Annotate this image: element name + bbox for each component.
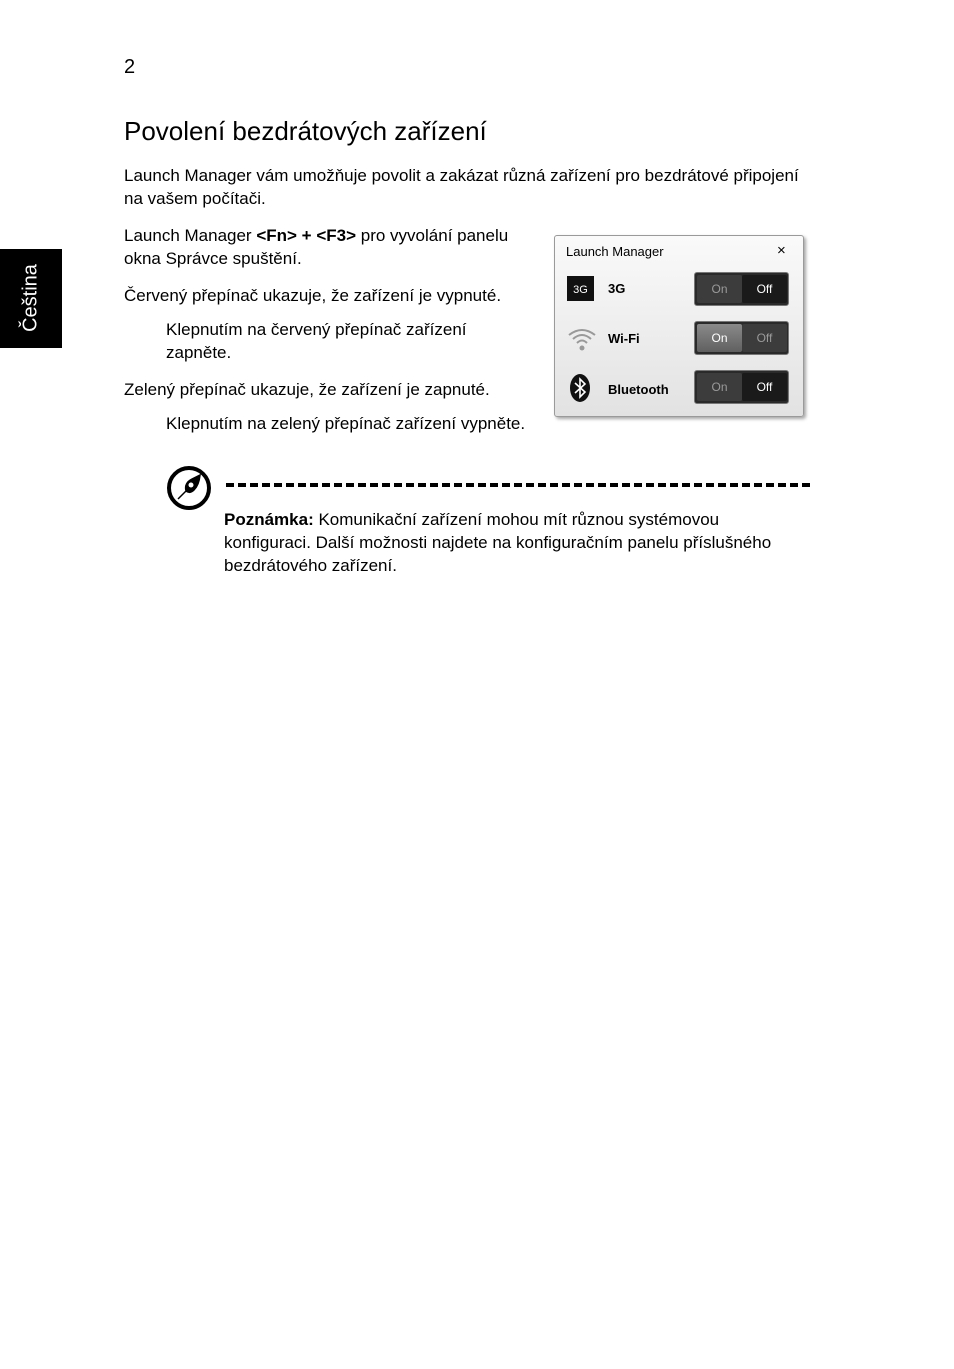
device-label-bluetooth: Bluetooth [608, 382, 669, 397]
toggle-3g-on[interactable]: On [697, 275, 742, 303]
3g-icon [567, 276, 594, 306]
toggle-wifi[interactable] [694, 321, 789, 355]
green-action-paragraph: Klepnutím na zelený přepínač zařízení vypněte. [166, 414, 526, 433]
intro-paragraph: Launch Manager vám umožňuje povolit a zakázat různá zařízení pro bezdrátové připojení na vašem počítači. [124, 166, 799, 208]
note-icon [166, 465, 212, 511]
toggle-bluetooth-off[interactable]: Off [742, 373, 787, 401]
toggle-3g-off[interactable]: Off [742, 275, 787, 303]
device-label-wifi: Wi-Fi [608, 331, 640, 346]
close-icon[interactable]: × [777, 242, 786, 259]
launch-manager-panel [554, 235, 804, 417]
green-switch-paragraph: Zelený přepínač ukazuje, že zařízení je zapnuté. [124, 380, 490, 399]
red-switch-paragraph: Červený přepínač ukazuje, že zařízení je vypnuté. [124, 286, 502, 305]
note-label: Poznámka: [224, 510, 314, 529]
note-paragraph [224, 508, 794, 577]
launch-paragraph [124, 224, 524, 270]
toggle-wifi-on[interactable]: On [697, 324, 742, 352]
language-tab-label: Čeština [19, 264, 42, 332]
panel-title: Launch Manager [566, 244, 664, 259]
note-divider [226, 483, 810, 487]
launch-suffix: pro vyvolání panelu okna Správce spuštění. [124, 226, 509, 268]
wifi-icon [567, 326, 597, 357]
svg-text:3G: 3G [573, 284, 588, 296]
toggle-wifi-off[interactable]: Off [742, 324, 787, 352]
toggle-bluetooth[interactable] [694, 370, 789, 404]
bluetooth-icon [567, 373, 593, 408]
toggle-bluetooth-on[interactable]: On [697, 373, 742, 401]
device-label-3g: 3G [608, 281, 626, 296]
red-action-paragraph: Klepnutím na červený přepínač zařízení zapněte. [166, 320, 467, 362]
launch-prefix: Launch Manager [124, 226, 257, 245]
note-text: Komunikační zařízení mohou mít různou systémovou konfiguraci. Další možnosti najdete na konfiguračním panelu příslušného bezdrátového zařízení. [224, 510, 772, 575]
language-tab [0, 249, 62, 348]
page-title: Povolení bezdrátových zařízení [124, 116, 487, 146]
page-number: 2 [124, 56, 136, 78]
launch-keys: <Fn> + <F3> [256, 226, 357, 245]
toggle-3g[interactable] [694, 272, 789, 306]
